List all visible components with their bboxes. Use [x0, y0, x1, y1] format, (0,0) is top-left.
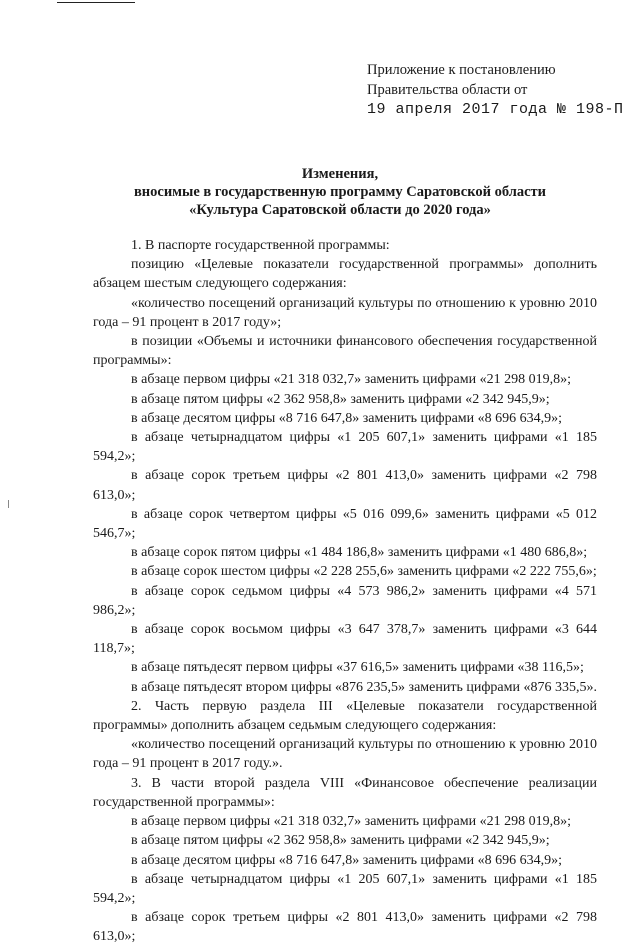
- paragraph: 2. Часть первую раздела III «Целевые показатели государственной программы» дополнить абзацем седьмым следующего содержания:: [93, 698, 597, 734]
- title-line-3: «Культура Саратовской области до 2020 года»: [189, 202, 491, 218]
- paragraph: в абзаце сорок третьем цифры «2 801 413,0» заменить цифрами «2 798 613,0»;: [93, 910, 597, 945]
- paragraph: в абзаце четырнадцатом цифры «1 205 607,1» заменить цифрами «1 185 594,2»;: [93, 871, 597, 906]
- paragraph: «количество посещений организаций культуры по отношению к уровню 2010 года – 91 процент в 2017 году.».: [93, 737, 597, 772]
- paragraph: в абзаце десятом цифры «8 716 647,8» заменить цифрами «8 696 634,9»;: [131, 852, 563, 868]
- paragraph: в абзаце сорок четвертом цифры «5 016 099,6» заменить цифрами «5 012 546,7»;: [93, 506, 597, 542]
- margin-mark: [8, 500, 9, 508]
- approval-line-2: Правительства области от: [367, 82, 528, 98]
- paragraph: в абзаце первом цифры «21 318 032,7» заменить цифрами «21 298 019,8»;: [131, 372, 571, 388]
- paragraph: в абзаце сорок пятом цифры «1 484 186,8» заменить цифрами «1 480 686,8»;: [131, 545, 588, 561]
- document-body: [93, 236, 597, 947]
- paragraph: в абзаце пятом цифры «2 362 958,8» заменить цифрами «2 342 945,9»;: [131, 833, 550, 849]
- paragraph: в абзаце первом цифры «21 318 032,7» заменить цифрами «21 298 019,8»;: [131, 814, 571, 830]
- paragraph: «количество посещений организаций культуры по отношению к уровню 2010 года – 91 процент в 2017 году»;: [93, 295, 597, 330]
- approval-line-1: Приложение к постановлению: [367, 62, 556, 78]
- paragraph: в абзаце пятьдесят первом цифры «37 616,5» заменить цифрами «38 116,5»;: [131, 660, 584, 676]
- document-title: [70, 165, 610, 219]
- paragraph: 3. В части второй раздела VIII «Финансовое обеспечение реализации государственной программы»:: [93, 775, 597, 810]
- paragraph: в абзаце десятом цифры «8 716 647,8» заменить цифрами «8 696 634,9»;: [131, 410, 563, 426]
- paragraph: в абзаце сорок третьем цифры «2 801 413,0» заменить цифрами «2 798 613,0»;: [93, 468, 597, 503]
- paragraph: в абзаце четырнадцатом цифры «1 205 607,1» заменить цифрами «1 185 594,2»;: [93, 430, 597, 465]
- approval-date-line: 19 апреля 2017 года № 198-П: [367, 101, 624, 118]
- paragraph: в абзаце пятьдесят втором цифры «876 235,5» заменить цифрами «876 335,5».: [131, 679, 597, 695]
- paragraph: в позиции «Объемы и источники финансового обеспечения государственной программы»:: [93, 334, 597, 369]
- paragraph: в абзаце сорок восьмом цифры «3 647 378,7» заменить цифрами «3 644 118,7»;: [93, 622, 597, 657]
- top-rule: [57, 2, 135, 3]
- title-line-1: Изменения,: [301, 166, 379, 182]
- paragraph: в абзаце сорок седьмом цифры «4 573 986,2» заменить цифрами «4 571 986,2»;: [93, 583, 597, 618]
- paragraph: в абзаце пятом цифры «2 362 958,8» заменить цифрами «2 342 945,9»;: [131, 391, 550, 407]
- paragraph: 1. В паспорте государственной программы:: [131, 238, 390, 253]
- paragraph: в абзаце сорок шестом цифры «2 228 255,6» заменить цифрами «2 222 755,6»;: [131, 564, 597, 580]
- approval-block: [367, 60, 624, 120]
- title-line-2: вносимые в государственную программу Саратовской области: [133, 184, 547, 200]
- paragraph: позицию «Целевые показатели государственной программы» дополнить абзацем шестым следующего содержания:: [93, 257, 597, 292]
